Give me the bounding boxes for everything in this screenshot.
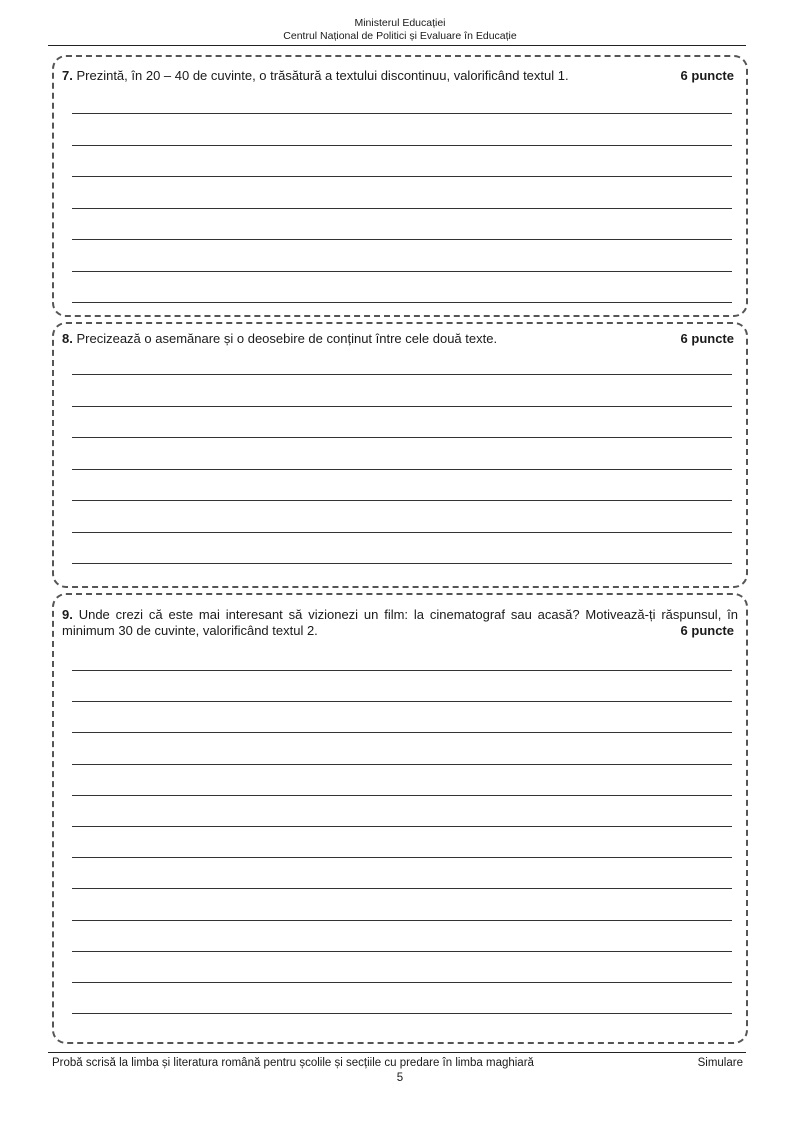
question-9-prompt: Unde crezi că este mai interesant să vizionezi un film: la cinematograf sau acasă? Motivează-ți răspunsul, în minimum 30 de cuvinte, valorificând textul 2. [62,607,738,638]
answer-line [72,563,732,564]
question-7-box [52,55,748,317]
question-9-text [62,607,738,639]
answer-line [72,951,732,952]
question-7-text [62,68,616,84]
answer-line [72,469,732,470]
question-7-prompt: Prezintă, în 20 – 40 de cuvinte, o trăsătură a textului discontinuu, valorificând textul 1. [76,68,569,83]
question-9-number: 9. [62,607,73,622]
answer-line [72,176,732,177]
answer-line [72,670,732,671]
answer-line [72,888,732,889]
question-9-box [52,593,748,1044]
answer-line [72,920,732,921]
footer-rule [48,1052,746,1053]
answer-line [72,145,732,146]
answer-line [72,701,732,702]
answer-line [72,764,732,765]
question-8-points: 6 puncte [680,331,734,346]
question-9-points: 6 puncte [680,623,734,638]
question-7-number: 7. [62,68,73,83]
answer-line [72,982,732,983]
question-8-number: 8. [62,331,73,346]
answer-line [72,113,732,114]
answer-line [72,532,732,533]
footer-exam-type: Simulare [697,1057,743,1069]
answer-line [72,500,732,501]
answer-line [72,795,732,796]
answer-line [72,826,732,827]
answer-line [72,437,732,438]
answer-line [72,302,732,303]
footer-exam-title: Probă scrisă la limba și literatura română pentru școlile și secțiile cu predare în limba maghiară [52,1057,534,1069]
header-ministry: Ministerul Educației [354,17,446,29]
question-8-box [52,322,748,588]
answer-line [72,1013,732,1014]
header-rule [48,45,746,46]
page-header [0,17,800,43]
question-8-prompt: Precizează o asemănare și o deosebire de conținut între cele două texte. [76,331,498,346]
answer-line [72,239,732,240]
answer-line [72,271,732,272]
page-number: 5 [396,1072,404,1084]
answer-line [72,406,732,407]
question-7-points: 6 puncte [680,68,734,83]
header-center: Centrul Național de Politici și Evaluare în Educație [283,30,517,42]
answer-line [72,374,732,375]
answer-line [72,857,732,858]
question-8-text [62,331,616,347]
answer-line [72,208,732,209]
answer-line [72,732,732,733]
